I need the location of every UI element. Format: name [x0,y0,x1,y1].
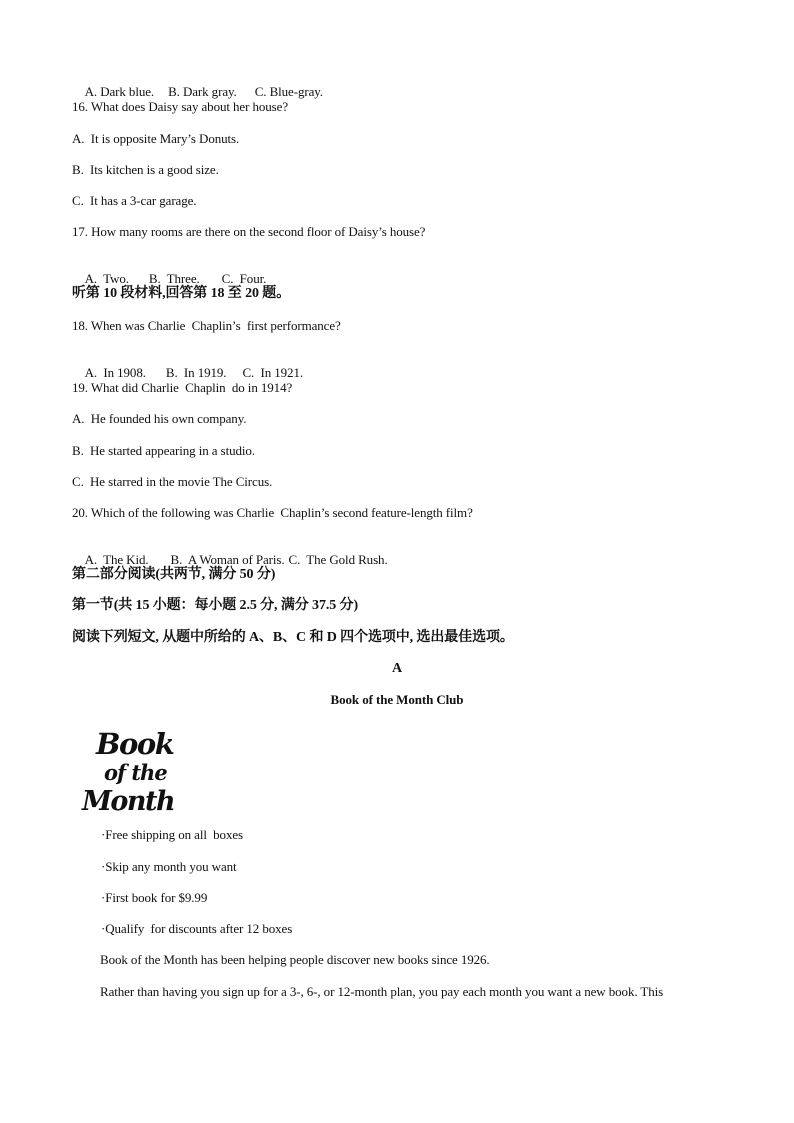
q19-option-a: A. He founded his own company. [72,411,247,426]
section1-title: 第一节(共 15 小题：每小题 2.5 分, 满分 37.5 分) [72,598,359,613]
q18-question: 18. When was Charlie Chaplin’s first performance? [72,318,341,333]
passage-title: Book of the Month Club [330,692,464,707]
q15-option-a: A. Dark blue. [84,84,155,99]
bullet-item: ·Qualify for discounts after 12 boxes [101,921,293,936]
q20-option-a: A. The Kid. [84,552,149,567]
q19-option-c: C. He starred in the movie The Circus. [72,474,273,489]
q20-option-c: C. The Gold Rush. [288,552,388,567]
book-of-the-month-logo [80,726,190,816]
q16-option-a: A. It is opposite Mary’s Donuts. [72,131,240,146]
q17-option-c: C. Four. [221,271,267,286]
q18-option-a: A. In 1908. [84,365,146,380]
q15-option-b: B. Dark gray. [168,84,237,99]
passage-letter: A [391,661,402,676]
bullet-item: ·First book for $9.99 [101,890,208,905]
logo-line2: of the [104,760,167,785]
bullet-item: ·Free shipping on all boxes [101,827,243,842]
q17-option-a: A. Two. [84,271,129,286]
logo-image [80,726,190,816]
q16-option-b: B. Its kitchen is a good size. [72,162,219,177]
section10-heading: 听第 10 段材料,回答第 18 至 20 题。 [72,286,291,301]
q19-option-b: B. He started appearing in a studio. [72,443,255,458]
reading-instruction: 阅读下列短文, 从题中所给的 A、B、C 和 D 四个选项中, 选出最佳选项。 [72,630,514,645]
passage-paragraph-1: Book of the Month has been helping people discover new books since 1926. [100,952,490,967]
part2-title: 第二部分阅读(共两节, 满分 50 分) [72,567,276,582]
q20-question: 20. Which of the following was Charlie Chaplin’s second feature-length film? [72,505,473,520]
q17-question: 17. How many rooms are there on the second floor of Daisy’s house? [72,224,426,239]
q18-option-b: B. In 1919. [165,365,227,380]
passage-paragraph-2: Rather than having you sign up for a 3-, 6-, or 12-month plan, you pay each month you want a new book. This [100,984,664,999]
logo-line1: Book [96,727,174,761]
q18-option-c: C. In 1921. [242,365,304,380]
bullet-item: ·Skip any month you want [101,859,237,874]
q19-question: 19. What did Charlie Chaplin do in 1914? [72,380,293,395]
q16-question: 16. What does Daisy say about her house? [72,99,288,114]
q16-option-c: C. It has a 3-car garage. [72,193,197,208]
q17-option-b: B. Three. [148,271,200,286]
logo-line3: Month [82,786,175,816]
q20-option-b: B. A Woman of Paris. [170,552,285,567]
q15-option-c: C. Blue-gray. [254,84,323,99]
